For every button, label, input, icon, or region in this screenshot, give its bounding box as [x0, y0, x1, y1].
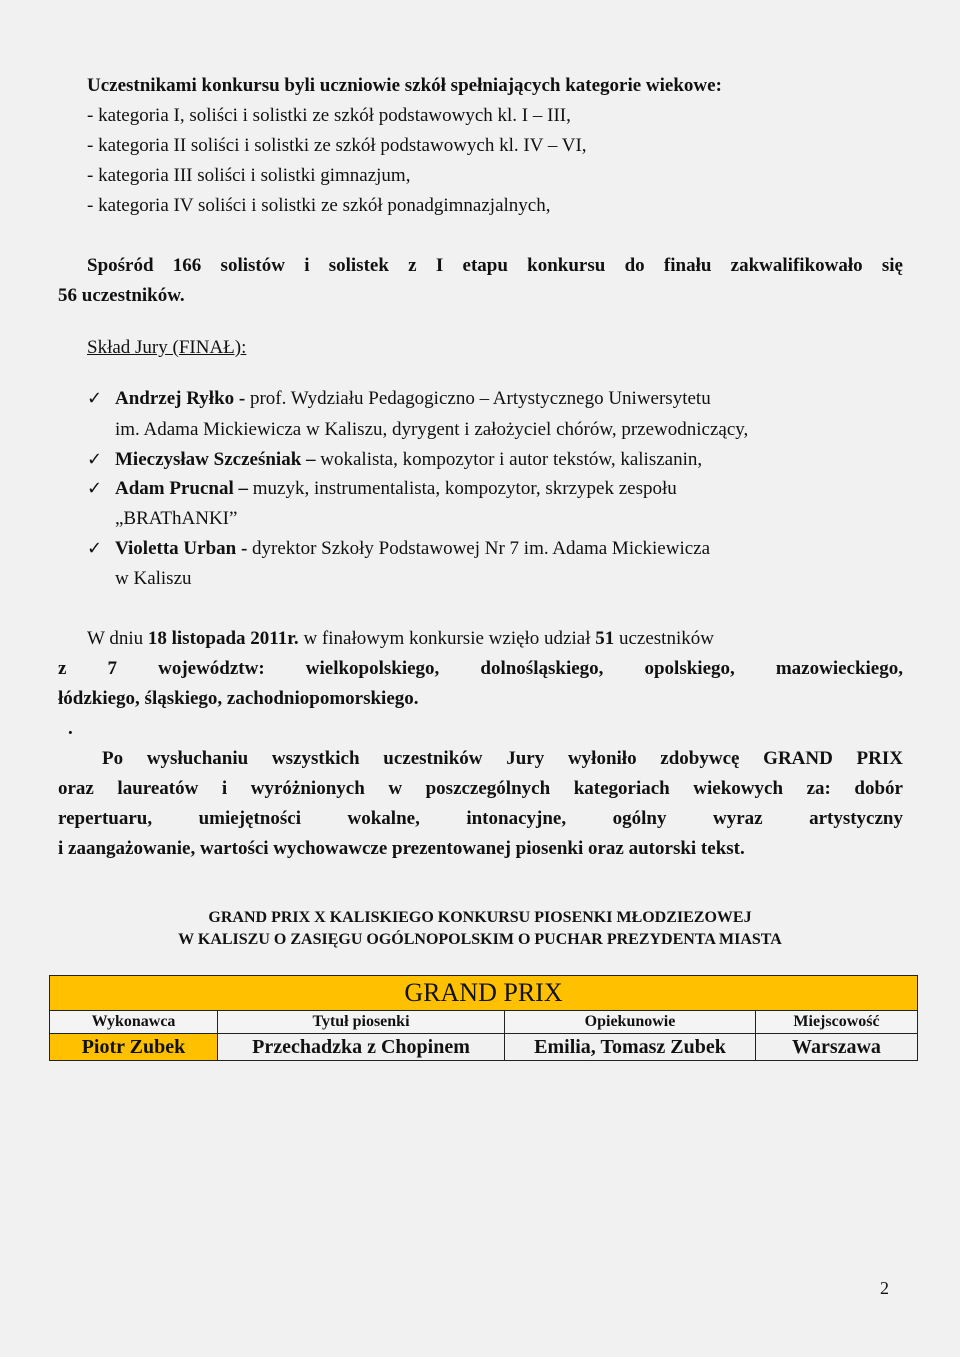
jury-member-desc: wokalista, kompozytor i autor tekstów, kaliszanin,	[320, 449, 703, 470]
jury-member-name: Mieczysław Szcześniak –	[115, 449, 321, 470]
category-line: - kategoria II soliści i solistki ze szkół podstawowych kl. IV – VI,	[87, 135, 587, 156]
check-icon: ✓	[87, 478, 103, 499]
jury-member-desc-cont: w Kaliszu	[115, 568, 192, 589]
table-header-row	[50, 1011, 918, 1034]
check-icon: ✓	[87, 449, 103, 470]
jury-member	[115, 387, 711, 411]
column-header: Opiekunowie	[505, 1011, 756, 1034]
category-line: - kategoria III soliści i solistki gimnazjum,	[87, 165, 411, 186]
jury-member-name: Andrzej Ryłko -	[115, 388, 250, 409]
final-text: w finałowym konkursie wzięło udział	[298, 628, 596, 649]
table-row	[50, 1034, 918, 1061]
column-header: Wykonawca	[50, 1011, 218, 1034]
check-icon: ✓	[87, 388, 103, 409]
check-icon: ✓	[87, 538, 103, 559]
grand-prix-heading-2: W KALISZU O ZASIĘGU OGÓLNOPOLSKIM O PUCHAR PREZYDENTA MIASTA	[178, 931, 782, 948]
final-line-3: łódzkiego, śląskiego, zachodniopomorskiego.	[58, 688, 419, 709]
category-line: - kategoria IV soliści i solistki ze szkół ponadgimnazjalnych,	[87, 195, 551, 216]
qualified-line-2: 56 uczestników.	[58, 285, 185, 306]
table-title-row	[50, 976, 918, 1011]
table-cell: Emilia, Tomasz Zubek	[505, 1034, 756, 1061]
jury-member-desc: dyrektor Szkoły Podstawowej Nr 7 im. Adama Mickiewicza	[252, 538, 711, 559]
qualified-line-1: Spośród 166 solistów i solistek z I etapu konkursu do finału zakwalifikowało się	[87, 255, 903, 276]
jury-member	[115, 537, 710, 561]
jury-heading: Skład Jury (FINAŁ):	[87, 337, 247, 358]
jury-member-name: Violetta Urban -	[115, 538, 253, 559]
table-cell: Piotr Zubek	[50, 1034, 218, 1061]
column-header: Tytuł piosenki	[218, 1011, 505, 1034]
jury-member-name: Adam Prucnal –	[115, 478, 253, 499]
verdict-line: Po wysłuchaniu wszystkich uczestników Jury wyłoniło zdobywcę GRAND PRIX	[102, 748, 903, 769]
table-title: GRAND PRIX	[50, 976, 918, 1011]
verdict-line: repertuaru, umiejętności wokalne, intonacyjne, ogólny wyraz artystyczny	[58, 808, 903, 829]
verdict-line: oraz laureatów i wyróżnionych w poszczególnych kategoriach wiekowych za: dobór	[58, 778, 903, 799]
category-line: - kategoria I, soliści i solistki ze szkół podstawowych kl. I – III,	[87, 105, 571, 126]
jury-member-desc-cont: im. Adama Mickiewicza w Kaliszu, dyrygent i założyciel chórów, przewodniczący,	[115, 419, 749, 440]
final-dot: .	[68, 718, 73, 739]
verdict-line: i zaangażowanie, wartości wychowawcze prezentowanej piosenki oraz autorski tekst.	[58, 838, 745, 859]
final-line-2: z 7 województw: wielkopolskiego, dolnośląskiego, opolskiego, mazowieckiego,	[58, 658, 903, 679]
final-count: 51	[595, 628, 615, 649]
grand-prix-table	[49, 975, 918, 1061]
jury-member-desc: prof. Wydziału Pedagogiczno – Artystycznego Uniwersytetu	[249, 388, 711, 409]
column-header: Miejscowość	[756, 1011, 918, 1034]
jury-member	[115, 448, 702, 472]
jury-member-desc-cont: „BRAThANKI”	[115, 508, 238, 529]
table-cell: Przechadzka z Chopinem	[218, 1034, 505, 1061]
final-text: W dniu	[87, 628, 148, 649]
page-number: 2	[880, 1278, 889, 1298]
grand-prix-heading-1: GRAND PRIX X KALISKIEGO KONKURSU PIOSENKI MŁODZIEZOWEJ	[208, 909, 752, 926]
final-text: uczestników	[614, 628, 714, 649]
table-cell: Warszawa	[756, 1034, 918, 1061]
jury-member	[115, 477, 677, 501]
intro-heading: Uczestnikami konkursu byli uczniowie szkół spełniających kategorie wiekowe:	[87, 75, 722, 96]
jury-member-desc: muzyk, instrumentalista, kompozytor, skrzypek zespołu	[252, 478, 677, 499]
final-date: 18 listopada 2011r.	[147, 628, 299, 649]
final-line-1	[87, 627, 714, 651]
